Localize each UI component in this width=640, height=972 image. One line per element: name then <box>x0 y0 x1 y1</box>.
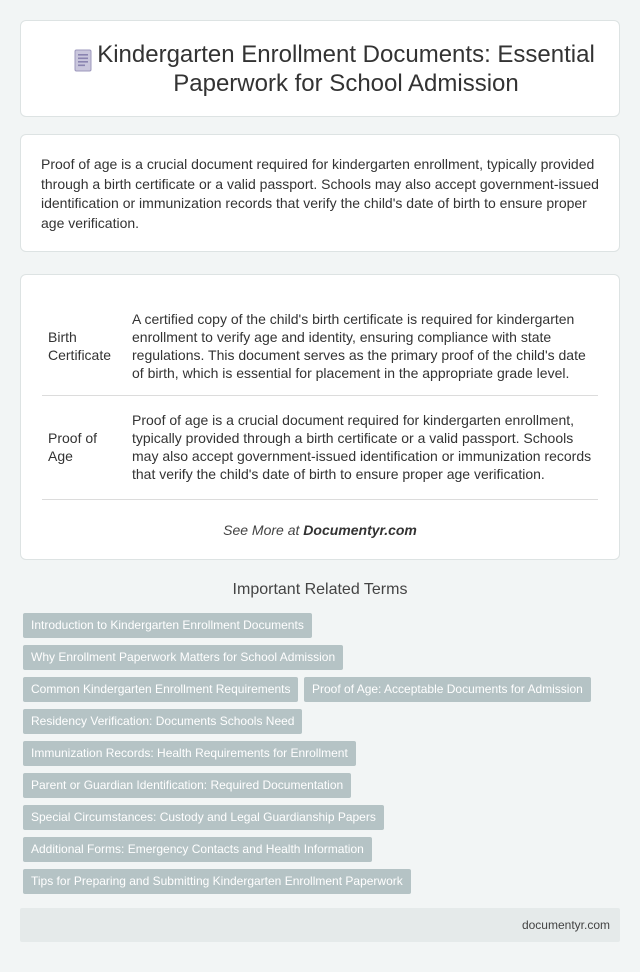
table-row <box>42 395 598 499</box>
term-cell: Proof of Age <box>42 395 126 499</box>
description-cell: A certified copy of the child's birth certificate is required for kindergarten enrollment to verify age and identity, ensuring compliance with state regulations. This document serves as the primary proof of the child's date of birth, which is essential for placement in the appropriate grade level. <box>126 297 598 395</box>
definitions-table <box>42 297 598 500</box>
see-more-link[interactable]: Documentyr.com <box>303 522 417 538</box>
footer-link[interactable]: documentyr.com <box>521 918 610 932</box>
related-term-tag[interactable]: Common Kindergarten Enrollment Requirements <box>23 677 298 702</box>
see-more-text <box>21 522 619 538</box>
header-card <box>20 20 620 117</box>
related-term-tag[interactable]: Residency Verification: Documents Schools Need <box>23 709 302 734</box>
table-row <box>42 297 598 395</box>
related-term-tag[interactable]: Special Circumstances: Custody and Legal Guardianship Papers <box>23 805 384 830</box>
related-term-tag[interactable]: Introduction to Kindergarten Enrollment Documents <box>23 613 312 638</box>
document-icon <box>73 49 94 73</box>
term-cell: Birth Certificate <box>42 297 126 395</box>
description-cell: Proof of age is a crucial document required for kindergarten enrollment, typically provided through a birth certificate or a valid passport. Schools may also accept government-issued identification or immunization records that verify the child's date of birth to ensure proper age verification. <box>126 395 598 499</box>
related-term-tag[interactable]: Proof of Age: Acceptable Documents for Admission <box>304 677 591 702</box>
definitions-card <box>20 274 620 560</box>
related-terms-title: Important Related Terms <box>232 581 408 598</box>
intro-card <box>20 134 620 252</box>
related-term-tag[interactable]: Tips for Preparing and Submitting Kindergarten Enrollment Paperwork <box>23 869 411 894</box>
related-term-tag[interactable]: Why Enrollment Paperwork Matters for School Admission <box>23 645 343 670</box>
intro-text: Proof of age is a crucial document required for kindergarten enrollment, typically provided through a birth certificate or a valid passport. Schools may also accept government-issued identification or immunization records that verify the child's date of birth to ensure proper age verification. <box>41 156 599 231</box>
footer <box>20 908 620 942</box>
related-term-tag[interactable]: Parent or Guardian Identification: Required Documentation <box>23 773 351 798</box>
page-title: Kindergarten Enrollment Documents: Essential Paperwork for School Admission <box>97 40 595 97</box>
related-term-tag[interactable]: Additional Forms: Emergency Contacts and Health Information <box>23 837 372 862</box>
related-term-tag[interactable]: Immunization Records: Health Requirements for Enrollment <box>23 741 356 766</box>
see-more-prefix: See More at <box>223 522 304 538</box>
